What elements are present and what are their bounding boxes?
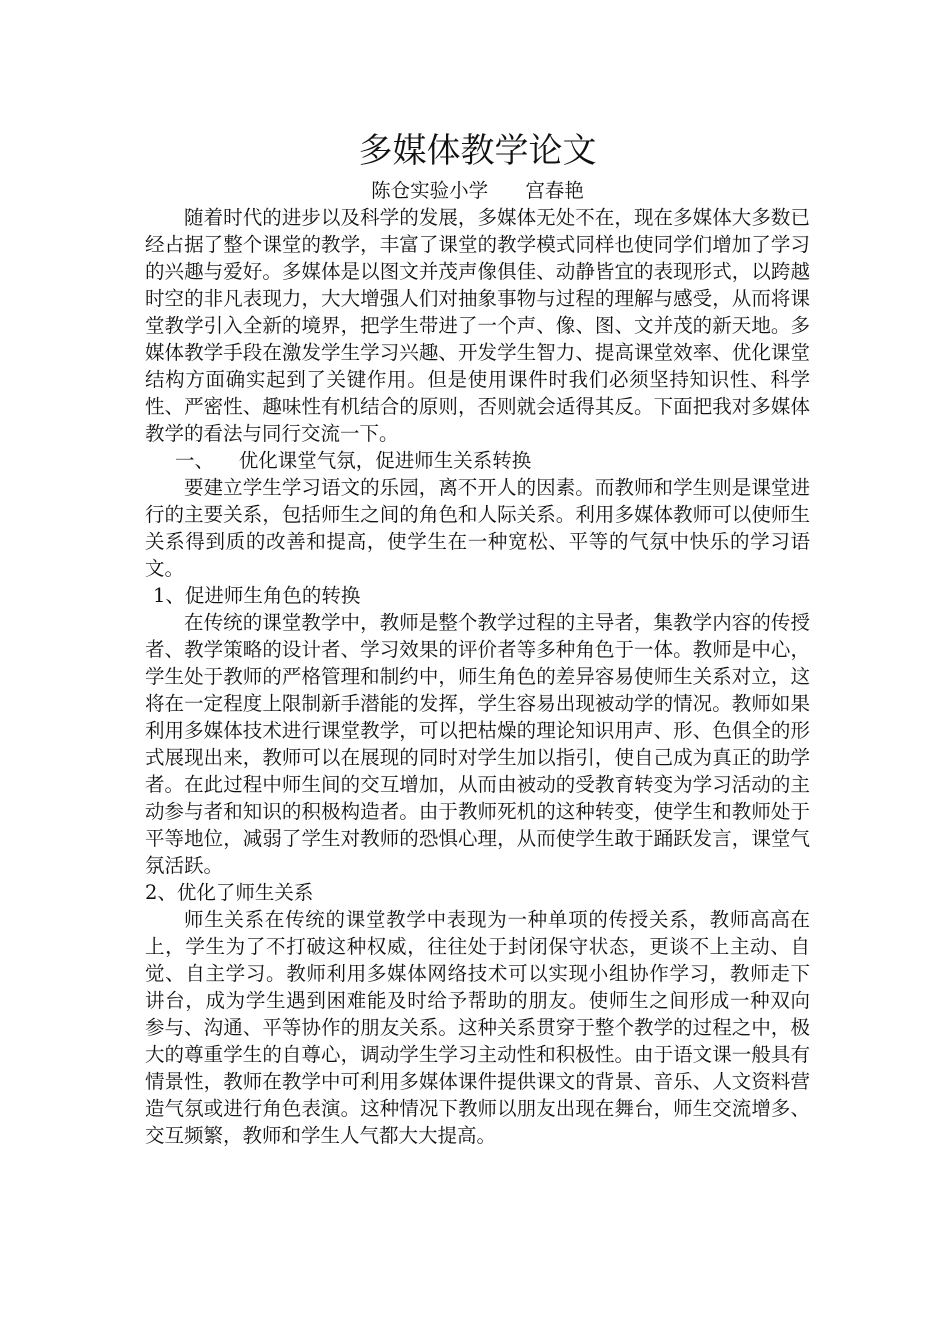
subsection-1-heading: 1、促进师生角色的转换 — [153, 584, 361, 607]
section-1-heading: 一、 优化课堂气氛，促进师生关系转换 — [175, 449, 532, 472]
subsection-1-paragraph: 在传统的课堂教学中，教师是整个教学过程的主导者，集教学内容的传授者、教学策略的设计者、学习效果的评价者等多种角色于一体。教师是中心，学生处于教师的严格管理和制约中，师生角色的差异容易使师生关系对立，这将在一定程度上限制新手潜能的发挥，学生容易出现被动学的情况。教师如果利用多媒体技术进行课堂教学，可以把枯燥的理论知识用声、形、色俱全的形式展现出来，教师可以在展现的同时对学生加以指引，使自己成为真正的助学者。在此过程中师生间的交互增加，从而由被动的受教育转变为学习活动的主动参与者和知识的积极构造者。由于教师死机的这种转变，使学生和教师处于平等地位，减弱了学生对教师的恐惧心理，从而使学生敢于踊跃发言，课堂气氛活跃。 — [145, 611, 810, 877]
author-line: 陈仓实验小学 宫春艳 — [371, 179, 584, 202]
document-title: 多媒体教学论文 — [358, 131, 597, 171]
document-page — [145, 125, 810, 1149]
subsection-2-heading: 2、优化了师生关系 — [145, 881, 314, 904]
section-1-paragraph: 要建立学生学习语文的乐园，离不开人的因素。而教师和学生则是课堂进行的主要关系，包括师生之间的角色和人际关系。利用多媒体教师可以使师生关系得到质的改善和提高，使学生在一种宽松、平等的气氛中快乐的学习语文。 — [145, 476, 810, 580]
subsection-2-paragraph: 师生关系在传统的课堂教学中表现为一种单项的传授关系，教师高高在上，学生为了不打破这种权威，往往处于封闭保守状态，更谈不上主动、自觉、自主学习。教师利用多媒体网络技术可以实现小组协作学习，教师走下 讲台，成为学生遇到困难能及时给予帮助的朋友。使师生之间形成一种双向 参与、沟通、平等协作的朋友关系。这种关系贯穿于整个教学的过程之中，极大的尊重学生的自尊心，调动学生学习主动性和积极性。由于语文课一般具有情景性，教师在教学中可利用多媒体课件提供课文的背景、音乐、人文资料营造气氛或进行角色表演。这种情况下教师以朋友出现在舞台，师生交流增多、交互频繁，教师和学生人气都大大提高。 — [145, 908, 810, 1147]
intro-paragraph: 随着时代的进步以及科学的发展，多媒体无处不在，现在多媒体大多数已经占据了整个课堂的教学，丰富了课堂的教学模式同样也使同学们增加了学习的兴趣与爱好。多媒体是以图文并茂声像俱佳、动静皆宜的表现形式，以跨越时空的非凡表现力，大大增强人们对抽象事物与过程的理解与感受，从而将课堂教学引入全新的境界，把学生带进了一个声、像、图、文并茂的新天地。多媒体教学手段在激发学生学习兴趣、开发学生智力、提高课堂效率、优化课堂结构方面确实起到了关键作用。但是使用课件时我们必须坚持知识性、科学性、严密性、趣味性有机结合的原则，否则就会适得其反。下面把我对多媒体教学的看法与同行交流一下。 — [145, 206, 810, 445]
